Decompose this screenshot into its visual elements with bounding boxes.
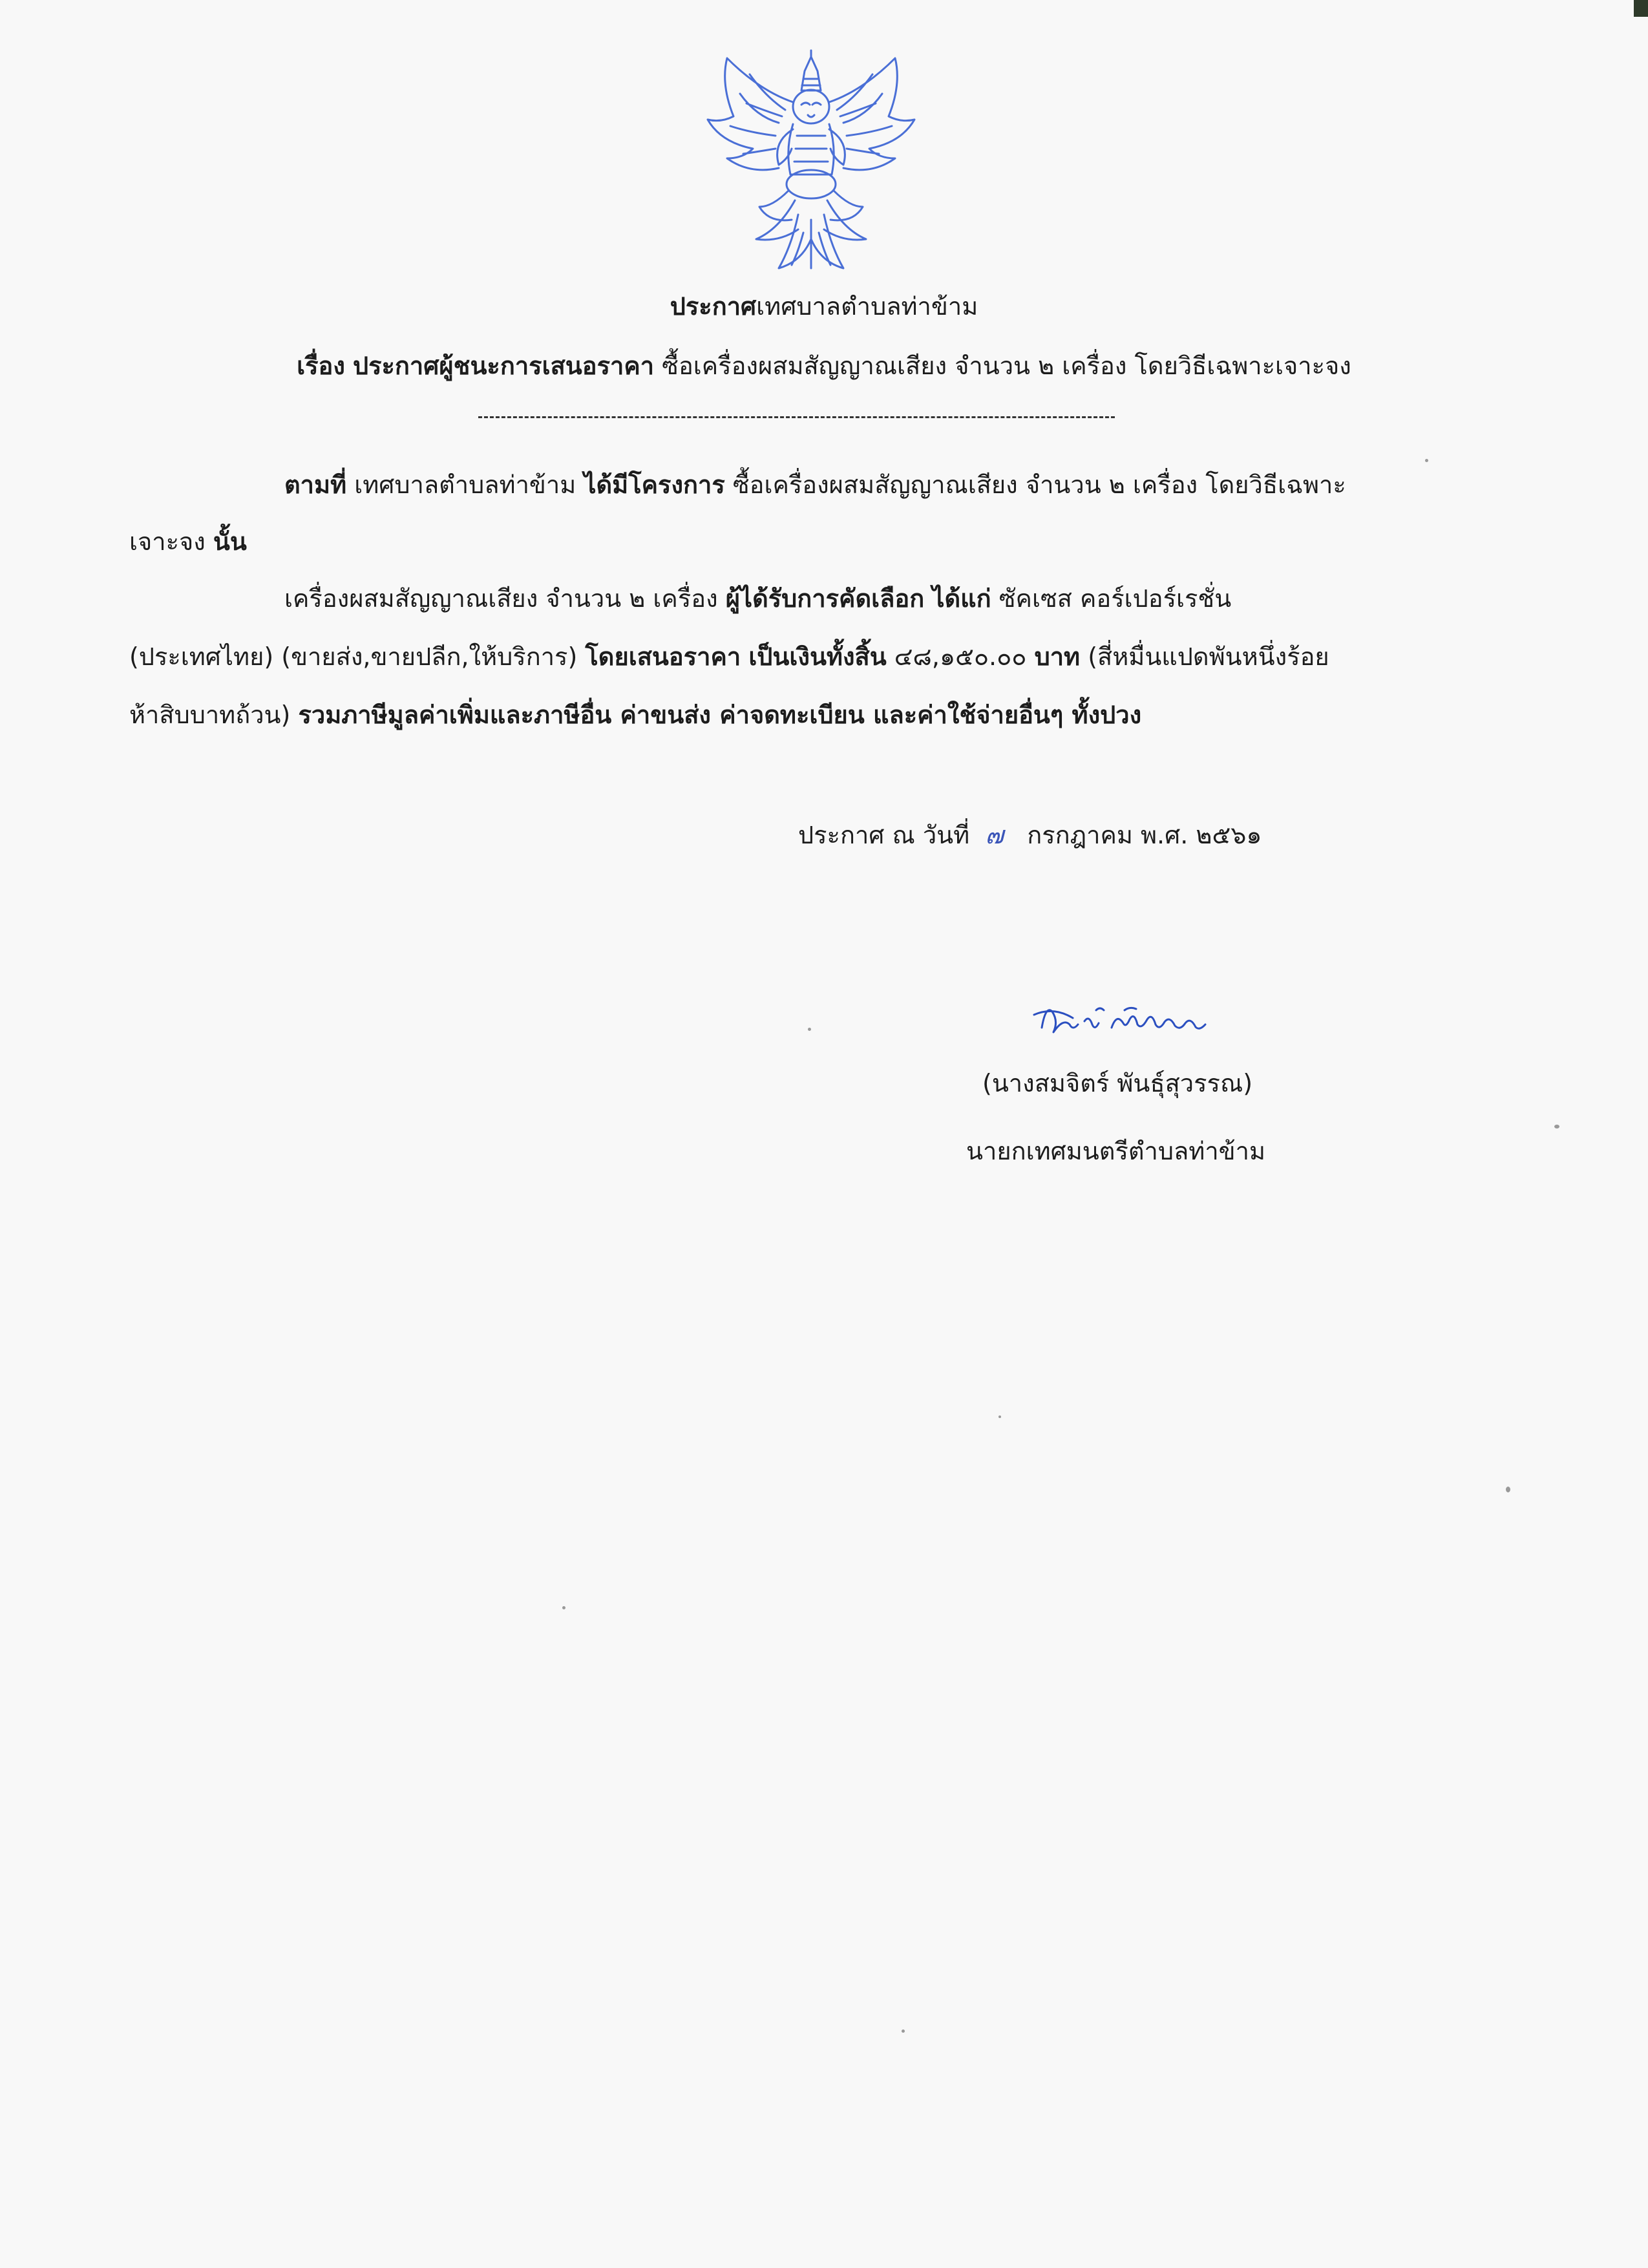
date-prefix: ประกาศ ณ วันที่ xyxy=(798,821,970,849)
p2-offer-bold: โดยเสนอราคา xyxy=(585,642,741,671)
announcement-title xyxy=(0,290,1648,323)
p2-vendor: ซัคเซส คอร์เปอร์เรชั่น xyxy=(998,584,1232,613)
p2-amount-words: (สี่หมื่นแปดพันหนึ่งร้อย xyxy=(1088,642,1329,671)
p2-amount: ๔๘,๑๕๐.๐๐ xyxy=(894,642,1027,671)
p1-lead-bold: ตามที่ xyxy=(284,471,347,499)
scan-speck xyxy=(808,1028,811,1031)
date-month-year: กรกฎาคม พ.ศ. ๒๕๖๑ xyxy=(1027,821,1262,849)
p2-item: เครื่องผสมสัญญาณเสียง จำนวน ๒ เครื่อง xyxy=(284,584,718,613)
signatory-position-text: นายกเทศมนตรีตำบลท่าข้าม xyxy=(966,1137,1266,1165)
p2-amount-words-cont: ห้าสิบบาทถ้วน) xyxy=(129,701,291,729)
p1-project-text: ซื้อเครื่องผสมสัญญาณเสียง จำนวน ๒ เครื่อง โดยวิธีเฉพาะ xyxy=(732,471,1346,499)
p1-end-bold: นั้น xyxy=(213,527,247,556)
p1-continuation: เจาะจง xyxy=(129,527,206,556)
p2-selected-bold: ผู้ได้รับการคัดเลือก xyxy=(725,584,925,613)
p2-vendor-cont: (ประเทศไทย) (ขายส่ง,ขายปลีก,ให้บริการ) xyxy=(129,642,578,671)
paragraph-2-line-1 xyxy=(284,582,1231,615)
scan-speck xyxy=(1554,1125,1559,1129)
scan-speck xyxy=(1425,459,1428,462)
scan-speck xyxy=(902,2030,905,2033)
date-day: ๗ xyxy=(985,821,1004,849)
p1-organization: เทศบาลตำบลท่าข้าม xyxy=(354,471,576,499)
p2-inclusive-bold: รวมภาษีมูลค่าเพิ่มและภาษีอื่น ค่าขนส่ง ค่าจดทะเบียน และค่าใช้จ่ายอื่นๆ ทั้งปวง xyxy=(298,701,1142,729)
title-bold: ประกาศ xyxy=(670,292,757,321)
p2-total-bold: เป็นเงินทั้งสิ้น xyxy=(748,642,887,671)
signatory-name-text: (นางสมจิตร์ พันธุ์สุวรรณ) xyxy=(982,1069,1253,1097)
scan-speck xyxy=(562,1606,565,1609)
scan-speck xyxy=(998,1415,1001,1418)
scan-edge-mark xyxy=(1634,0,1648,17)
title-organization: เทศบาลตำบลท่าข้าม xyxy=(756,292,978,321)
announcement-subject xyxy=(0,349,1648,383)
announcement-date xyxy=(798,818,1262,852)
paragraph-2-line-3 xyxy=(129,698,1141,732)
paragraph-1-line-1 xyxy=(284,468,1346,502)
paragraph-1-line-2 xyxy=(129,525,247,558)
p2-namely-bold: ได้แก่ xyxy=(932,584,991,613)
signatory-name xyxy=(982,1066,1252,1100)
dashed-divider xyxy=(478,416,1115,418)
subject-bold: ประกาศผู้ชนะการเสนอราคา xyxy=(352,352,655,380)
subject-label: เรื่อง xyxy=(297,352,345,380)
signatory-position xyxy=(966,1134,1265,1168)
scan-speck xyxy=(1506,1487,1510,1492)
garuda-emblem-icon xyxy=(682,45,940,281)
p1-project-bold: ได้มีโครงการ xyxy=(584,471,725,499)
subject-text: ซื้อเครื่องผสมสัญญาณเสียง จำนวน ๒ เครื่อง โดยวิธีเฉพาะเจาะจง xyxy=(662,352,1351,380)
p2-baht-bold: บาท xyxy=(1034,642,1081,671)
handwritten-signature xyxy=(1028,992,1221,1044)
paragraph-2-line-2 xyxy=(129,640,1329,673)
